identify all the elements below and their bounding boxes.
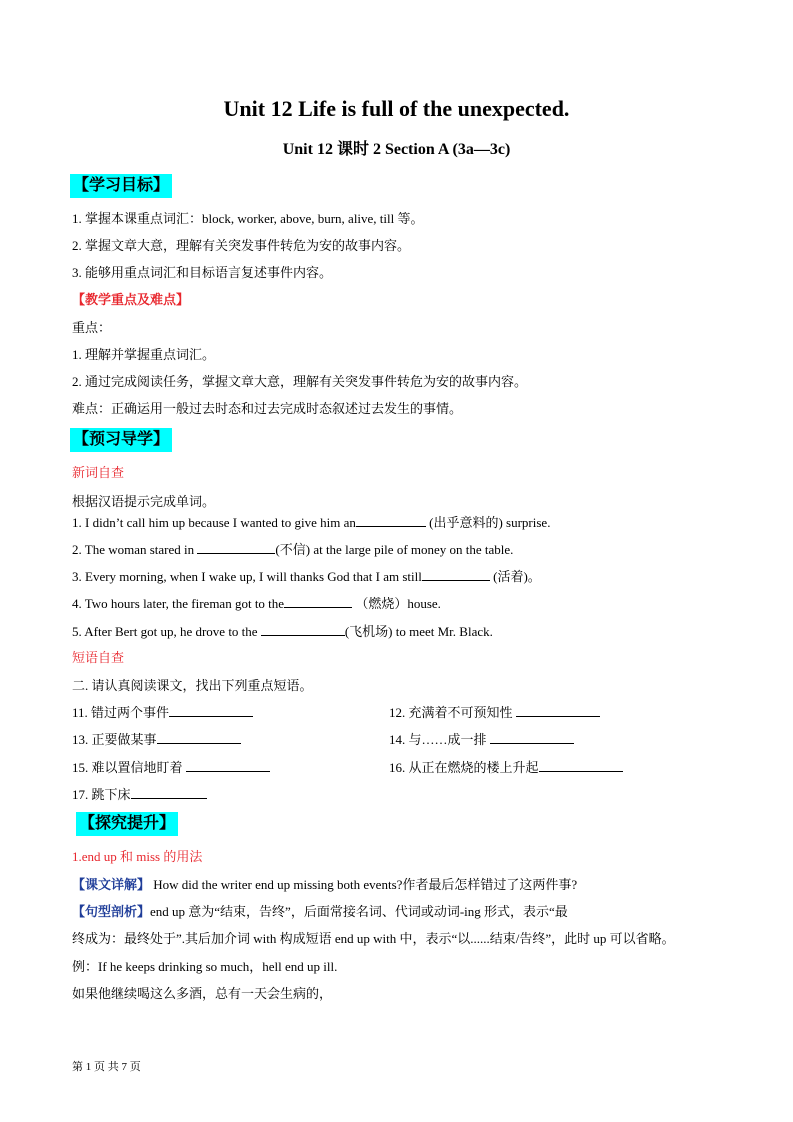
answer-blank[interactable]: [490, 731, 574, 744]
vocab-text: 4. Two hours later, the fireman got to the: [72, 596, 285, 611]
vocab-hint: (飞机场) to meet Mr. Black.: [344, 624, 493, 639]
phrase-item: [72, 731, 241, 748]
vocab-hint: (不信) at the large pile of money on the table.: [275, 542, 514, 557]
vocab-text: 3. Every morning, when I wake up, I will thanks God that I am still: [72, 569, 422, 584]
document-subtitle: Unit 12 课时 2 Section A (3a—3c): [282, 141, 511, 158]
vocab-item: [72, 568, 541, 585]
vocab-hint: （燃烧）house.: [352, 596, 441, 611]
vocab-hint: (出乎意料的) surprise.: [425, 515, 551, 530]
vocab-item: [72, 595, 441, 612]
page-number: 第 1 页 共 7 页: [72, 1061, 141, 1073]
answer-blank[interactable]: [422, 568, 490, 581]
phrase-text: 16. 从正在燃烧的楼上升起: [389, 760, 539, 775]
phrase-title: 短语自查: [72, 650, 125, 665]
phrase-item: [389, 731, 574, 748]
analysis-text: end up 意为“结束，告终”，后面常接名词、代词或动词-ing 形式，表示“最: [150, 904, 568, 919]
answer-blank[interactable]: [157, 731, 241, 744]
example-translation: 如果他继续喝这么多酒，总有一天会生病的，: [72, 986, 333, 1001]
vocab-item: [72, 514, 550, 531]
text-explanation: [72, 877, 577, 893]
answer-blank[interactable]: [516, 704, 600, 717]
preview-heading: 【预习导学】: [70, 428, 172, 452]
phrase-item: [389, 759, 623, 776]
vocab-text: 2. The woman stared in: [72, 542, 198, 557]
explore-topic: 1.end up 和 miss 的用法: [72, 849, 203, 864]
text-content: How did the writer end up missing both events?作者最后怎样错过了这两件事?: [150, 877, 578, 892]
focus-label: 重点：: [72, 320, 112, 335]
answer-blank[interactable]: [186, 759, 270, 772]
answer-blank[interactable]: [169, 704, 253, 717]
vocab-hint: (活着)。: [489, 569, 541, 584]
analysis-line: [72, 904, 568, 920]
difficulty-text: 难点：正确运用一般过去时态和过去完成时态叙述过去发生的事情。: [72, 401, 463, 416]
phrase-text: 12. 充满着不可预知性: [389, 705, 516, 720]
objective-item: 3. 能够用重点词汇和目标语言复述事件内容。: [72, 265, 333, 280]
phrase-instruction: 二. 请认真阅读课文，找出下列重点短语。: [72, 678, 313, 693]
answer-blank[interactable]: [131, 786, 207, 799]
phrase-item: [72, 759, 270, 776]
phrase-text: 14. 与……成一排: [389, 732, 490, 747]
phrase-item: [389, 704, 600, 721]
phrase-text: 15. 难以置信地盯着: [72, 760, 186, 775]
document-title: Unit 12 Life is full of the unexpected.: [223, 96, 570, 121]
answer-blank[interactable]: [284, 595, 352, 608]
objectives-heading: 【学习目标】: [70, 174, 172, 198]
vocab-text: 1. I didn’t call him up because I wanted to give him an: [72, 515, 356, 530]
objective-item: 1. 掌握本课重点词汇：block, worker, above, burn, alive, till 等。: [72, 211, 424, 226]
phrase-text: 13. 正要做某事: [72, 732, 157, 747]
answer-blank[interactable]: [539, 759, 623, 772]
phrase-item: [72, 786, 207, 803]
vocab-item: [72, 623, 493, 640]
vocab-title: 新词自查: [72, 465, 125, 480]
analysis-label: 【句型剖析】: [72, 904, 151, 919]
focus-item: 1. 理解并掌握重点词汇。: [72, 347, 216, 362]
analysis-line: 终成为：最终处于”.其后加介词 with 构成短语 end up with 中，表示“以......结束/告终”，此时 up 可以省略。: [72, 931, 675, 946]
key-points-heading: 【教学重点及难点】: [72, 292, 190, 307]
vocab-instruction: 根据汉语提示完成单词。: [72, 494, 216, 509]
answer-blank[interactable]: [261, 623, 345, 636]
objective-item: 2. 掌握文章大意，理解有关突发事件转危为安的故事内容。: [72, 238, 411, 253]
phrase-text: 17. 跳下床: [72, 787, 131, 802]
example-sentence: 例：If he keeps drinking so much，hell end up ill.: [72, 959, 338, 974]
phrase-item: [72, 704, 253, 721]
phrase-text: 11. 错过两个事件: [72, 705, 170, 720]
focus-item: 2. 通过完成阅读任务，掌握文章大意，理解有关突发事件转危为安的故事内容。: [72, 374, 528, 389]
answer-blank[interactable]: [197, 541, 275, 554]
vocab-item: [72, 541, 513, 558]
text-label: 【课文详解】: [72, 877, 151, 892]
answer-blank[interactable]: [356, 514, 426, 527]
vocab-text: 5. After Bert got up, he drove to the: [72, 624, 261, 639]
explore-heading: 【探究提升】: [76, 812, 178, 836]
